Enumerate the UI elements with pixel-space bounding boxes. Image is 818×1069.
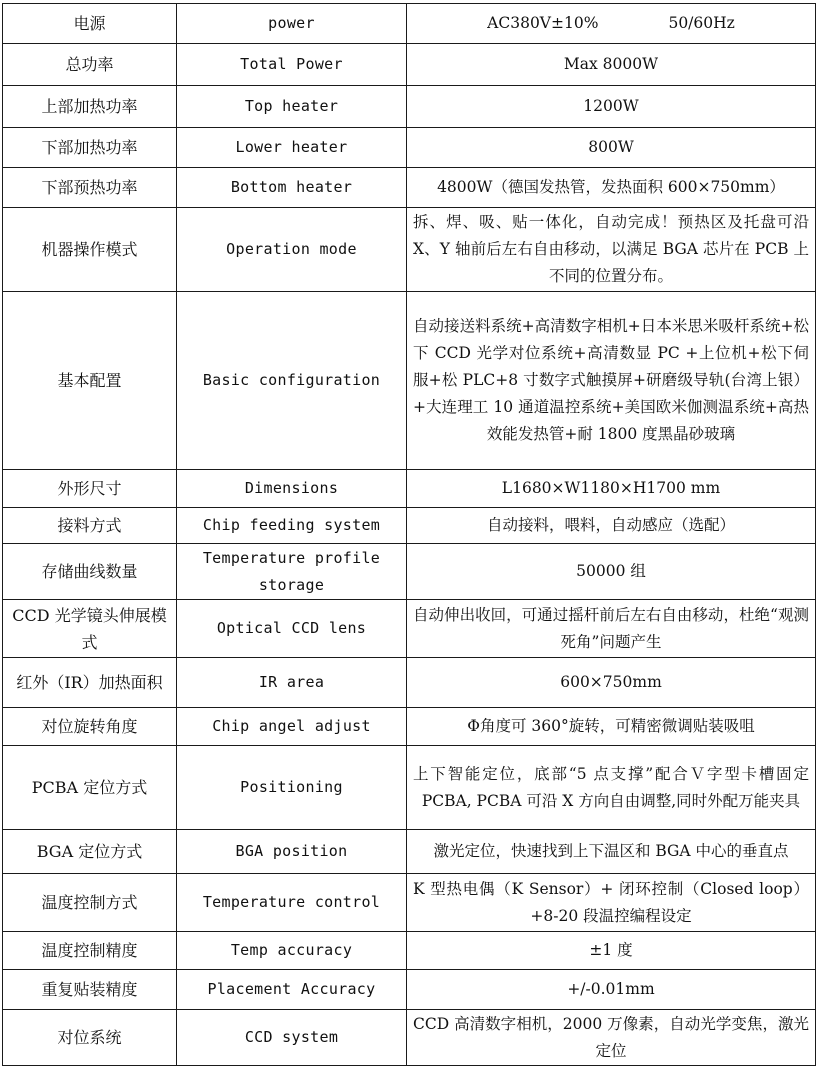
table-row-temperature-control <box>3 874 816 932</box>
voltage-value: AC380V±10% <box>487 14 599 32</box>
frequency-value: 50/60Hz <box>668 14 735 32</box>
row-label-zh: PCBA 定位方式 <box>3 746 177 830</box>
row-label-zh: 外形尺寸 <box>3 470 177 508</box>
row-label-zh: 总功率 <box>3 44 177 86</box>
row-label-zh: 下部预热功率 <box>3 168 177 208</box>
table-row-ccd-system <box>3 1010 816 1066</box>
row-label-zh: 对位系统 <box>3 1010 177 1066</box>
row-label-en: Operation mode <box>177 208 407 292</box>
table-row-ir-area <box>3 658 816 708</box>
row-label-en: Bottom heater <box>177 168 407 208</box>
row-value: L1680×W1180×H1700 mm <box>407 470 816 508</box>
row-label-en: IR area <box>177 658 407 708</box>
row-label-en: Temperature profile storage <box>177 544 407 600</box>
row-label-zh: BGA 定位方式 <box>3 830 177 874</box>
row-value: 拆、焊、吸、贴一体化，自动完成！预热区及托盘可沿 X、Y 轴前后左右自由移动，以满足 BGA 芯片在 PCB 上不同的位置分布。 <box>407 208 816 292</box>
row-label-en: Temperature control <box>177 874 407 932</box>
table-row-lower-heater <box>3 128 816 168</box>
table-row-dimensions <box>3 470 816 508</box>
row-label-en: Top heater <box>177 86 407 128</box>
row-value: 600×750mm <box>407 658 816 708</box>
row-label-zh: 温度控制精度 <box>3 932 177 970</box>
table-row-temp-accuracy <box>3 932 816 970</box>
row-value: 自动接送料系统+高清数字相机+日本米思米吸杆系统+松下 CCD 光学对位系统+高清数显 PC +上位机+松下伺服+松 PLC+8 寸数字式触摸屏+研磨级导轨(台湾上银）+大连理工 10 通道温控系统+美国欧米伽测温系统+高热效能发热管+耐 1800 度黑晶砂玻璃 <box>407 292 816 470</box>
row-label-zh: 下部加热功率 <box>3 128 177 168</box>
row-value: 上下智能定位，底部“5 点支撑”配合Ｖ字型卡槽固定 PCBA, PCBA 可沿 X 方向自由调整,同时外配万能夹具 <box>407 746 816 830</box>
row-value: 50000 组 <box>407 544 816 600</box>
row-label-zh: 对位旋转角度 <box>3 708 177 746</box>
table-row-placement-accuracy <box>3 970 816 1010</box>
row-value: 激光定位，快速找到上下温区和 BGA 中心的垂直点 <box>407 830 816 874</box>
row-label-en: Placement Accuracy <box>177 970 407 1010</box>
row-label-en: Lower heater <box>177 128 407 168</box>
table-row-profile-storage <box>3 544 816 600</box>
row-label-en: Temp accuracy <box>177 932 407 970</box>
row-label-en: Optical CCD lens <box>177 600 407 658</box>
table-row-power <box>3 4 816 44</box>
row-label-zh: CCD 光学镜头伸展模式 <box>3 600 177 658</box>
row-label-en: CCD system <box>177 1010 407 1066</box>
row-label-en: Basic configuration <box>177 292 407 470</box>
row-label-zh: 红外（IR）加热面积 <box>3 658 177 708</box>
row-value: CCD 高清数字相机，2000 万像素，自动光学变焦，激光定位 <box>407 1010 816 1066</box>
row-value: 自动伸出收回，可通过摇杆前后左右自由移动，杜绝“观测死角”问题产生 <box>407 600 816 658</box>
table-row-bottom-heater <box>3 168 816 208</box>
row-label-en: Dimensions <box>177 470 407 508</box>
row-value: Max 8000W <box>407 44 816 86</box>
row-label-zh: 重复贴装精度 <box>3 970 177 1010</box>
table-row-operation-mode <box>3 208 816 292</box>
row-label-zh: 基本配置 <box>3 292 177 470</box>
row-label-en: Positioning <box>177 746 407 830</box>
row-label-en: Chip angel adjust <box>177 708 407 746</box>
table-row-bga-position <box>3 830 816 874</box>
row-value: K 型热电偶（K Sensor）+ 闭环控制（Closed loop）+8-20 段温控编程设定 <box>407 874 816 932</box>
row-label-en: Chip feeding system <box>177 508 407 544</box>
table-row-top-heater <box>3 86 816 128</box>
row-label-en: Total Power <box>177 44 407 86</box>
row-label-zh: 接料方式 <box>3 508 177 544</box>
row-value: 自动接料，喂料，自动感应（选配） <box>407 508 816 544</box>
row-label-zh: 电源 <box>3 4 177 44</box>
row-value: 800W <box>407 128 816 168</box>
row-label-en: BGA position <box>177 830 407 874</box>
table-row-pcba-positioning <box>3 746 816 830</box>
spec-table <box>2 3 816 1066</box>
row-value: 4800W（德国发热管，发热面积 600×750mm） <box>407 168 816 208</box>
row-value: 1200W <box>407 86 816 128</box>
table-row-chip-angle <box>3 708 816 746</box>
row-value: Φ角度可 360°旋转，可精密微调贴装吸咀 <box>407 708 816 746</box>
table-row-basic-configuration <box>3 292 816 470</box>
row-label-zh: 机器操作模式 <box>3 208 177 292</box>
row-value: +/-0.01mm <box>407 970 816 1010</box>
row-label-zh: 温度控制方式 <box>3 874 177 932</box>
row-label-zh: 上部加热功率 <box>3 86 177 128</box>
row-label-zh: 存储曲线数量 <box>3 544 177 600</box>
table-row-total-power <box>3 44 816 86</box>
row-value: ±1 度 <box>407 932 816 970</box>
row-label-en: power <box>177 4 407 44</box>
row-value <box>407 4 816 44</box>
table-row-chip-feeding <box>3 508 816 544</box>
table-row-ccd-lens <box>3 600 816 658</box>
